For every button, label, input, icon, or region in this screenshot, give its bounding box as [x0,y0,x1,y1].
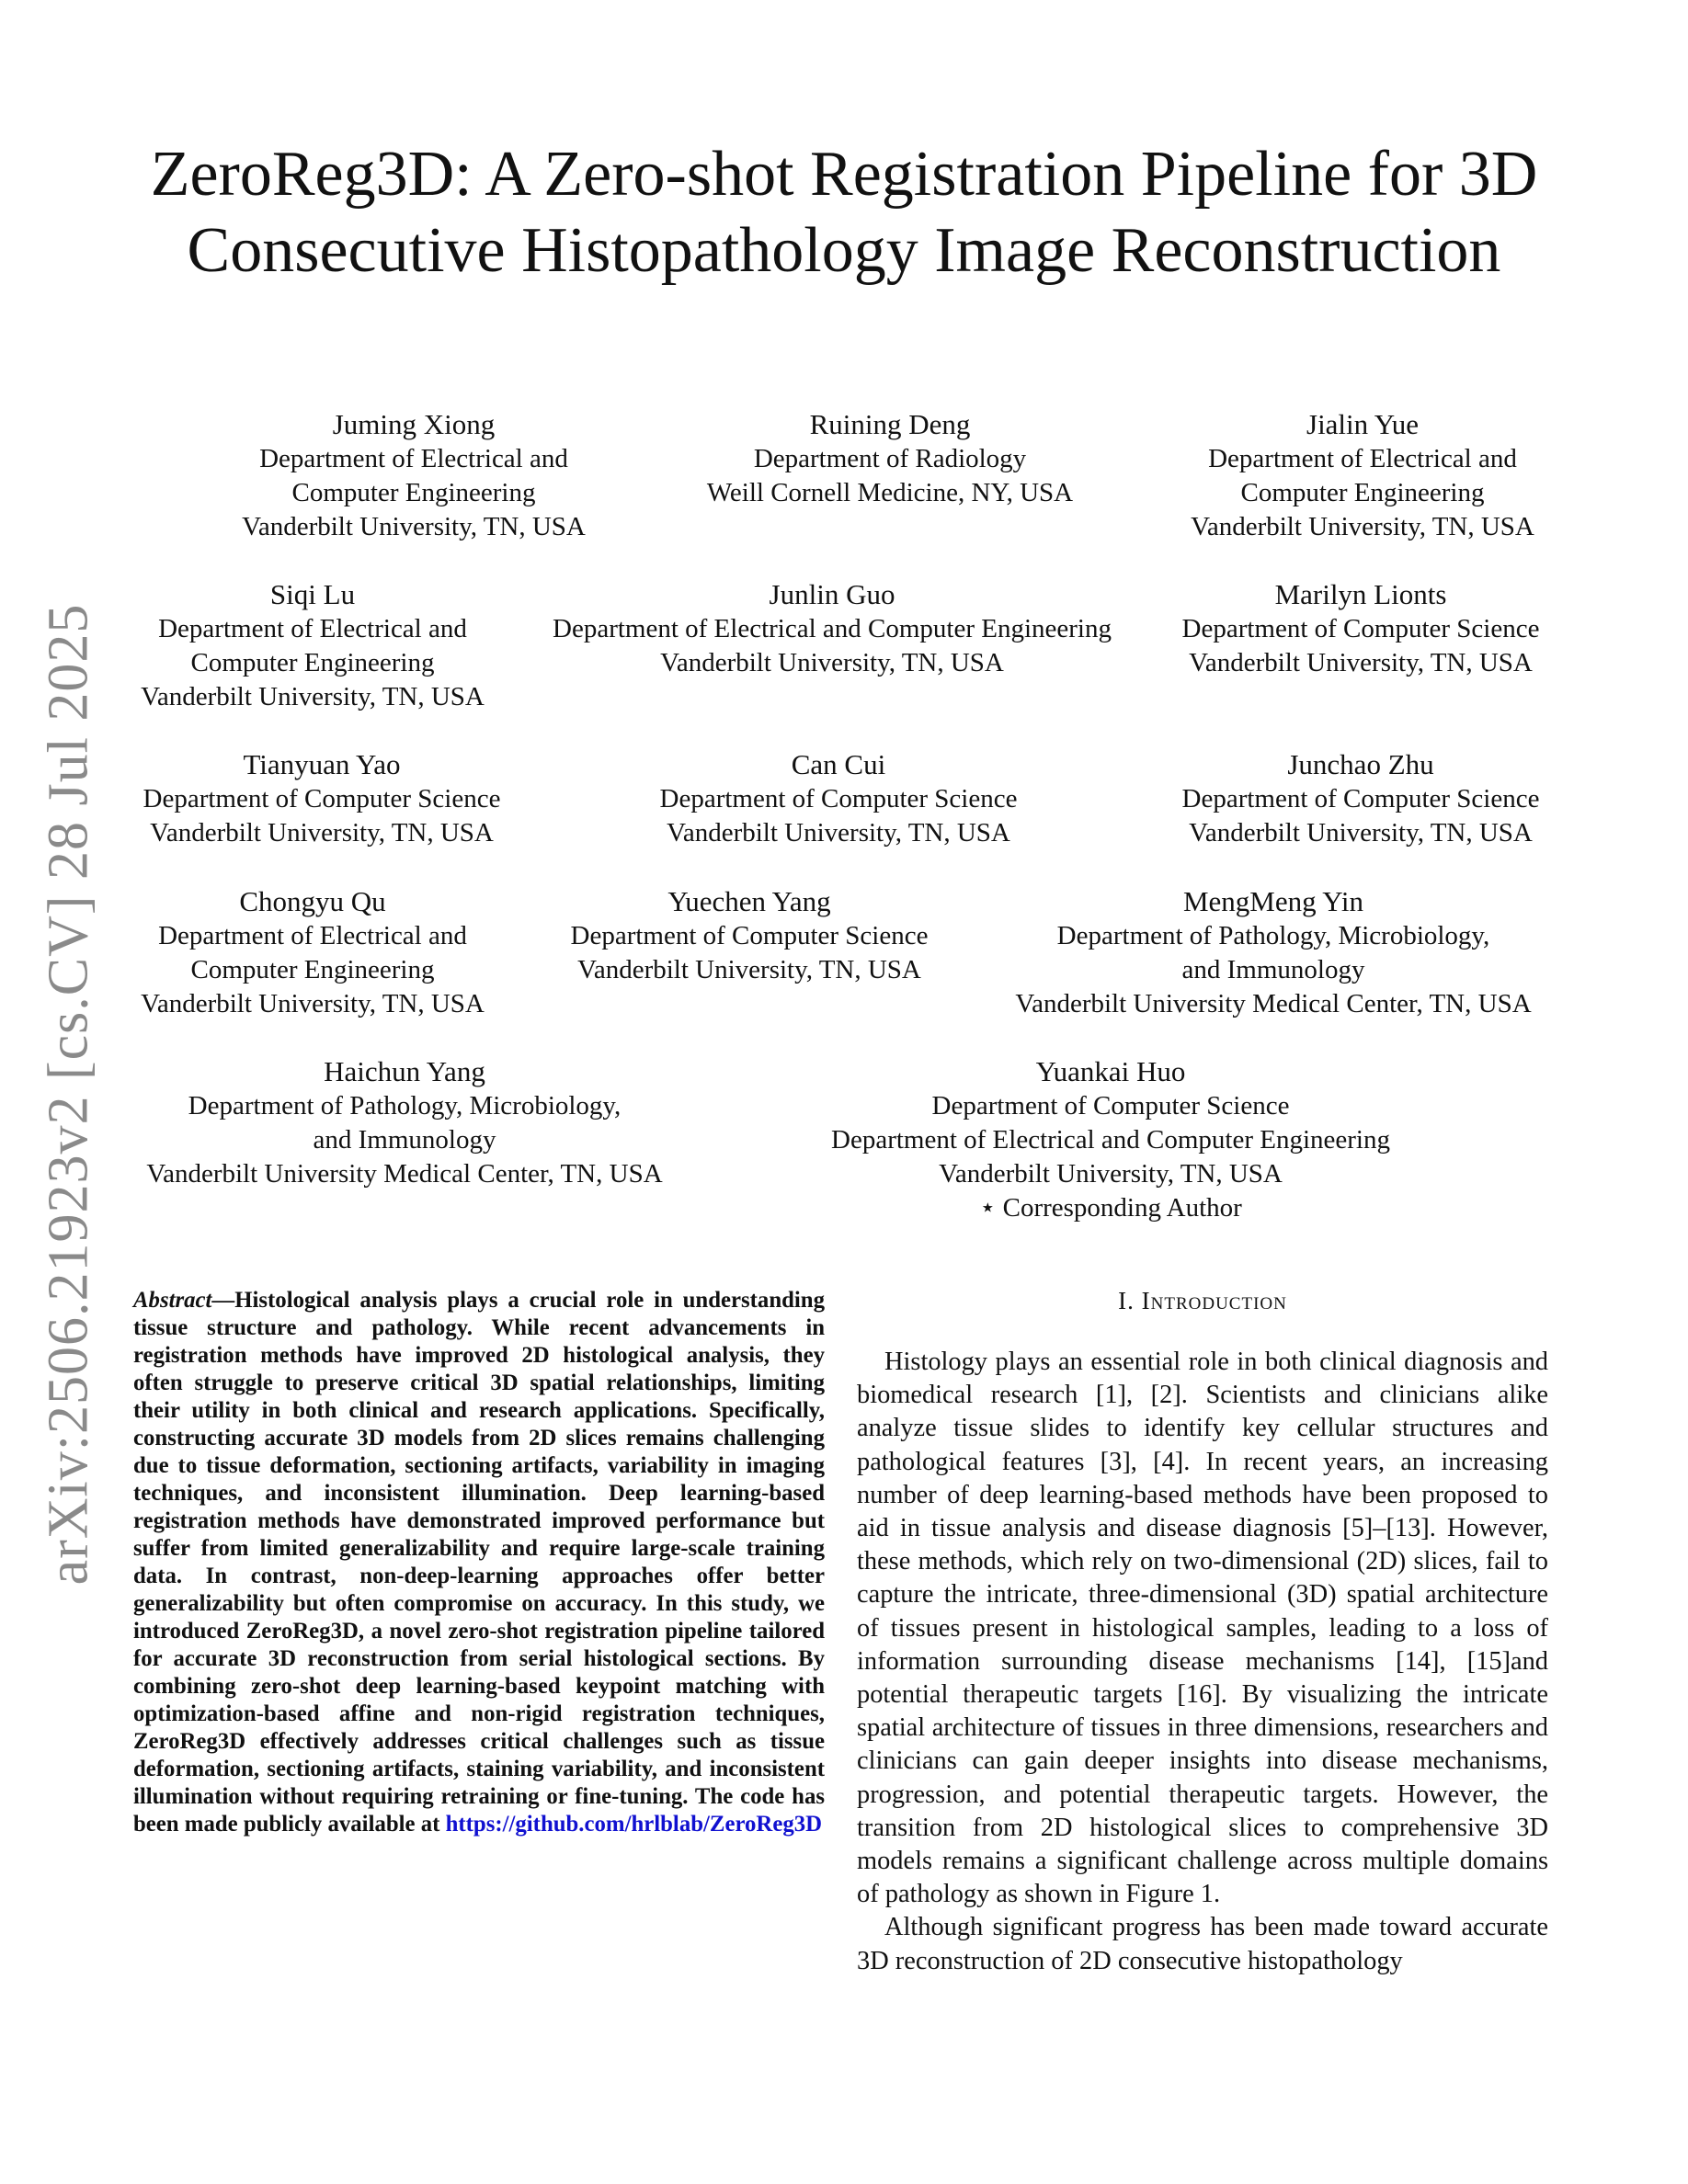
author-affiliation-line: Vanderbilt University, TN, USA [660,648,1004,677]
author-affiliation-line: Vanderbilt University, TN, USA [1191,512,1534,541]
corresponding-author-note: ⋆ Corresponding Author [979,1193,1242,1223]
section-number: I. [1118,1287,1135,1314]
author-block [807,1054,1414,1225]
author-block [1168,747,1554,850]
author-name: Tianyuan Yao [243,748,401,780]
author-affiliation-line: Department of Electrical and Computer Engineering [553,614,1112,643]
author-name: Jialin Yue [1306,408,1419,440]
author-block [552,884,947,987]
author-block [1179,407,1546,544]
abstract [133,1287,825,1838]
author-affiliation-line: Vanderbilt University, TN, USA [667,818,1010,847]
author-affiliation-line: Department of Electrical and [259,444,568,473]
author-block [542,577,1122,680]
author-block [129,577,496,714]
arxiv-watermark [37,603,101,1585]
author-block [129,884,496,1021]
author-affiliation-line: Computer Engineering [291,478,536,507]
author-affiliation-line: Vanderbilt University, TN, USA [939,1159,1283,1189]
author-block [645,747,1032,850]
author-name: Haichun Yang [324,1055,485,1087]
author-name: Ruining Deng [809,408,971,440]
section-heading [857,1285,1548,1316]
author-block [706,407,1074,510]
author-affiliation-line: Computer Engineering [190,648,435,677]
author-affiliation-line: Vanderbilt University, TN, USA [577,955,921,984]
abstract-text: —Histological analysis plays a crucial role in understanding tissue structure and pathology. While recent advancements in registration methods have improved 2D histological analysis, they often struggle to preserve critical 3D spatial relationships, limiting their utility in both clinical and research applications. Specifically, constructing accurate 3D models from 2D slices remains challenging due to tissue deformation, sectioning artifacts, variability in imaging techniques, and inconsistent illumination. Deep learning-based registration methods have demonstrated improved performance but suffer from limited generalizability and require large-scale training data. In contrast, non-deep-learning approaches offer better generalizability but often compromise on accuracy. In this study, we introduced ZeroReg3D, a novel zero-shot registration pipeline tailored for accurate 3D reconstruction from serial histological sections. By combining zero-shot deep learning-based keypoint matching with optimization-based affine and non-rigid registration techniques, ZeroReg3D effectively addresses critical challenges such as tissue deformation, sectioning artifacts, staining variability, and inconsistent illumination without requiring retraining or fine-tuning. The code has been made publicly available at [133,1288,825,1837]
author-affiliation-line: Vanderbilt University Medical Center, TN, USA [1015,989,1532,1018]
author-affiliation-line: Department of Computer Science [143,784,501,813]
paragraph: Histology plays an essential role in both clinical diagnosis and biomedical research [1], [2]. Scientists and clinicians alike analyze tissue slides to identify key cellular structures and pathological features [3], [4]. In recent years, an increasing number of deep learning-based methods have been proposed to aid in tissue analysis and disease diagnosis [5]–[13]. However, these methods, which rely on two-dimensional (2D) slices, fail to capture the intricate, three-dimensional (3D) spatial architecture of tissues present in histological samples, leading to a loss of information surrounding disease mechanisms [14], [15]and potential therapeutic targets [16]. By visualizing the intricate spatial architecture of tissues in three dimensions, researchers and clinicians can gain deeper insights into disease mechanisms, progression, and potential therapeutic targets. However, the transition from 2D histological slices to comprehensive 3D models remains a significant challenge across multiple domains of pathology as shown in Figure 1. [857,1348,1548,1909]
author-affiliation-line: Department of Computer Science [659,784,1018,813]
author-block [230,407,598,544]
author-name: Yuechen Yang [667,885,831,917]
author-block [129,1054,680,1191]
introduction-body [857,1346,1548,1978]
author-affiliation-line: Department of Electrical and [158,921,467,950]
author-affiliation-line: Vanderbilt University, TN, USA [150,818,494,847]
author-affiliation-line: Department of Electrical and Computer Engineering [831,1125,1390,1155]
author-affiliation-line: Vanderbilt University, TN, USA [1189,648,1533,677]
author-affiliation-line: Department of Computer Science [931,1091,1290,1120]
author-affiliation-line: Vanderbilt University, TN, USA [242,512,586,541]
author-name: Juming Xiong [332,408,496,440]
author-affiliation-line: Department of Computer Science [1181,614,1540,643]
author-affiliation-line: and Immunology [1181,955,1365,984]
author-block [993,884,1554,1021]
author-affiliation-line: Department of Electrical and [1208,444,1517,473]
author-affiliation-line: Computer Engineering [1240,478,1485,507]
author-name: Marilyn Lionts [1274,578,1447,610]
abstract-label: Abstract [133,1288,212,1313]
author-affiliation-line: Vanderbilt University, TN, USA [141,682,485,711]
author-affiliation-line: Department of Electrical and [158,614,467,643]
author-affiliation-line: Department of Computer Science [1181,784,1540,813]
section-title: Introduction [1141,1287,1287,1314]
author-affiliation-line: Department of Radiology [753,444,1027,473]
arxiv-identifier: arXiv:2506.21923v2 [cs.CV] 28 Jul 2025 [37,603,100,1585]
author-affiliation-line: Vanderbilt University Medical Center, TN, USA [146,1159,663,1189]
paragraph: Although significant progress has been made toward accurate 3D reconstruction of 2D consecutive histopathology [857,1913,1548,1975]
author-name: MengMeng Yin [1182,885,1364,917]
author-name: Junlin Guo [769,578,895,610]
author-name: Junchao Zhu [1287,748,1434,780]
author-affiliation-line: Department of Pathology, Microbiology, [188,1091,622,1120]
author-affiliation-line: and Immunology [313,1125,496,1155]
author-name: Yuankai Huo [1035,1055,1186,1087]
author-name: Can Cui [791,748,886,780]
author-name: Siqi Lu [269,578,356,610]
author-affiliation-line: Weill Cornell Medicine, NY, USA [706,478,1074,507]
author-affiliation-line: Computer Engineering [190,955,435,984]
code-repository-link[interactable]: https://github.com/hrlblab/ZeroReg3D [445,1812,823,1837]
author-affiliation-line: Vanderbilt University, TN, USA [1189,818,1533,847]
author-block [129,747,515,850]
author-affiliation-line: Department of Computer Science [570,921,929,950]
author-affiliation-line: Vanderbilt University, TN, USA [141,989,485,1018]
author-affiliation-line: Department of Pathology, Microbiology, [1056,921,1490,950]
author-block [1168,577,1554,680]
author-name: Chongyu Qu [239,885,386,917]
paper-title: ZeroReg3D: A Zero-shot Registration Pipeline for 3D Consecutive Histopathology Image Reconstruction [150,139,1538,286]
